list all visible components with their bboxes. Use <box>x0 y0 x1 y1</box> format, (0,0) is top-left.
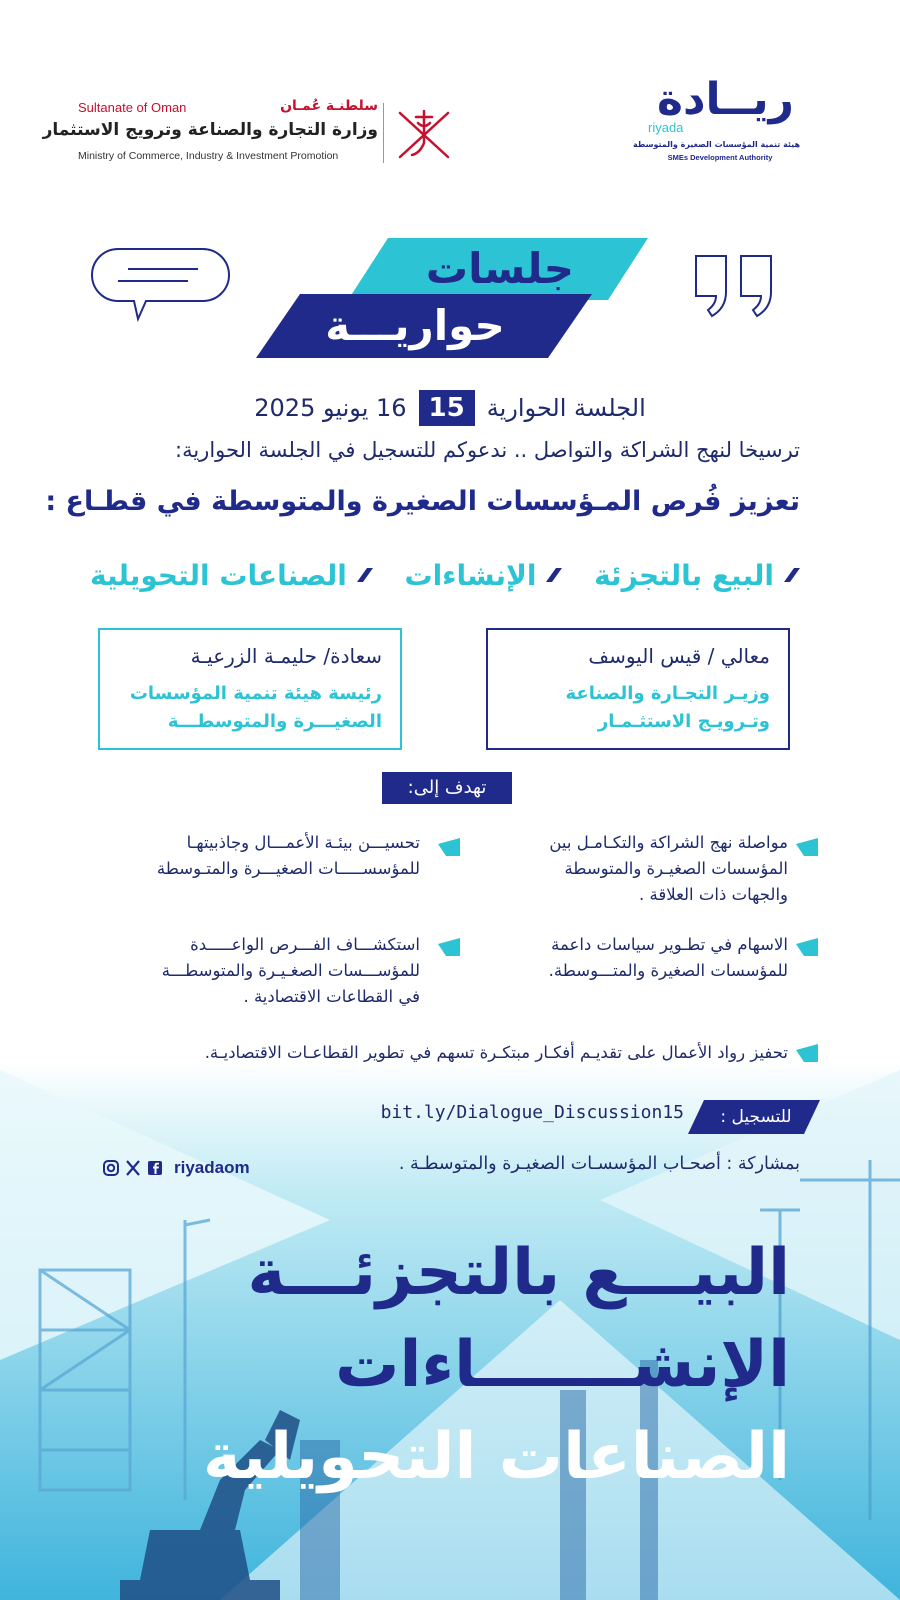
speech-bubble-icon <box>88 245 233 325</box>
goal-bullet-icon <box>796 938 818 956</box>
sector-label: الصناعات التحويلية <box>90 558 347 592</box>
big-sector-title: البيـــع بالتجزئـــة <box>247 1236 790 1310</box>
sector-label: الإنشاءات <box>404 558 537 592</box>
oman-emblem-icon <box>392 103 456 163</box>
goal-line: تحسيـــن بيئـة الأعمـــال وجاذبيتهـا <box>186 833 420 852</box>
facebook-icon[interactable] <box>146 1159 164 1177</box>
session-number-badge: 15 <box>419 390 475 426</box>
speaker-name: معالي / قيس اليوسف <box>588 644 770 668</box>
sector-item <box>404 559 562 592</box>
slash-bullet-icon <box>784 568 800 582</box>
sector-item <box>90 559 373 592</box>
title-line-2: حواريـــة <box>325 301 505 350</box>
big-sector-title: الصناعات التحويلية <box>203 1420 790 1494</box>
social-links <box>102 1156 272 1180</box>
sectors-list <box>90 552 800 598</box>
session-date-text: 16 يونيو 2025 <box>254 394 407 422</box>
speaker-role-line: وزيـر التجـارة والصناعة <box>565 683 770 704</box>
quote-marks-icon <box>686 252 781 322</box>
goal-item <box>95 1040 788 1066</box>
goal-item <box>470 830 788 908</box>
goal-line: للمؤسسات الصغيرة والمتـــوسطة. <box>548 961 788 980</box>
goal-line: والجهات ذات العلاقة . <box>639 885 788 904</box>
invitation-text: ترسيخا لنهج الشراكة والتواصل .. ندعوكم للتسجيل في الجلسة الحوارية: <box>175 438 800 462</box>
riyada-subtitle-en: SMEs Development Authority <box>667 153 773 162</box>
slash-bullet-icon <box>357 568 373 582</box>
goal-line: استكشـــاف الفـــرص الواعـــــدة <box>190 935 420 954</box>
session-label: الجلسة الحوارية <box>486 394 646 422</box>
riyada-logo <box>633 74 800 168</box>
ministry-name-ar: وزارة التجارة والصناعة وترويج الاستثمار <box>42 120 378 140</box>
topic-heading: تعزيز فُرص المـؤسسات الصغيرة والمتوسطة في قطـاع : <box>45 486 800 517</box>
registration-label: للتسجيل : <box>720 1107 792 1127</box>
goal-line: للمؤســـسات الصغـيـرة والمتوسطـــة <box>161 961 420 980</box>
goal-bullet-icon <box>796 1044 818 1062</box>
goal-line: المؤسسات الصغيـرة والمتوسطة <box>564 859 788 878</box>
goal-item <box>95 830 420 882</box>
goal-bullet-icon <box>438 938 460 956</box>
big-sector-title: الإنشـــــــاءات <box>335 1328 790 1402</box>
ministry-country-ar: سلطنـة عُمـان <box>280 98 378 114</box>
ministry-name-en: Ministry of Commerce, Industry & Investment Promotion <box>78 150 339 162</box>
riyada-logo-latin: riyada <box>648 120 684 135</box>
header-divider <box>383 103 384 163</box>
speaker-card <box>486 628 790 750</box>
goal-line: في القطاعات الاقتصادية . <box>243 987 420 1006</box>
goal-bullet-icon <box>438 838 460 856</box>
speaker-role-line: رئيسة هيئة تنمية المؤسسات <box>129 683 382 704</box>
title-line-1: جلسات <box>425 244 575 293</box>
speaker-role-line: الصغيـــرة والمتوسطـــة <box>167 711 382 732</box>
goals-heading: تهدف إلى: <box>382 772 512 804</box>
slash-bullet-icon <box>546 568 562 582</box>
goal-bullet-icon <box>796 838 818 856</box>
sector-label: البيع بالتجزئة <box>594 558 774 592</box>
session-date <box>200 388 700 428</box>
participation-text: بمشاركة : أصحـاب المؤسسـات الصغيـرة والمتوسطـة . <box>398 1154 800 1174</box>
goal-line: للمؤسســـــات الصغيـــرة والمتـوسطة <box>156 859 420 878</box>
goal-line: تحفيز رواد الأعمال على تقديـم أفكـار مبتكـرة تسهم في تطوير القطاعـات الاقتصاديـة. <box>204 1043 788 1062</box>
registration-link[interactable]: bit.ly/Dialogue_Discussion15 <box>380 1102 684 1123</box>
speaker-role-line: وتـرويـج الاستثـمـار <box>597 711 770 732</box>
sector-item <box>594 559 800 592</box>
instagram-icon[interactable] <box>102 1159 120 1177</box>
social-handle: riyadaom <box>174 1158 250 1177</box>
goal-line: مواصلة نهج الشراكة والتكـامـل بين <box>549 833 788 852</box>
goal-item <box>95 932 420 1010</box>
goal-line: الاسهام في تطـوير سياسات داعمة <box>551 935 788 954</box>
ministry-header <box>42 98 378 170</box>
riyada-logo-ar: ريــادة <box>656 74 794 125</box>
speaker-card <box>98 628 402 750</box>
speaker-name: سعادة/ حليمـة الزرعيـة <box>190 644 382 668</box>
goal-item <box>470 932 788 984</box>
x-icon[interactable] <box>124 1159 142 1177</box>
riyada-subtitle-ar: هيئة تنمية المؤسسات الصغيرة والمتوسطة <box>633 140 800 149</box>
ministry-country-en: Sultanate of Oman <box>78 100 187 115</box>
